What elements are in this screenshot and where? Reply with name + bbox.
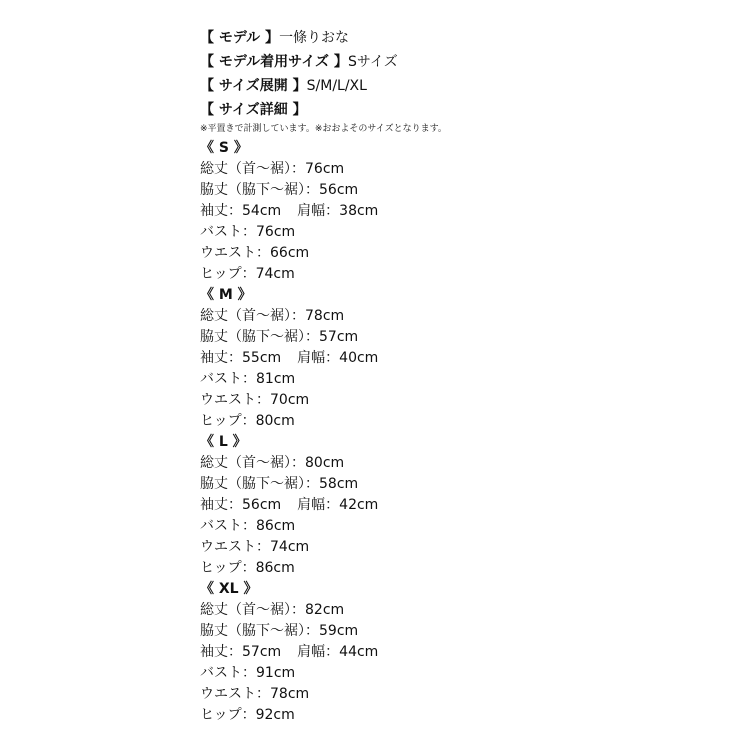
model-row: [200, 26, 720, 50]
hip: ヒップ：80cm: [200, 413, 295, 429]
size-spec-sheet: [200, 26, 720, 726]
sleeve-length: 袖丈：57cm: [200, 644, 282, 660]
hip: ヒップ：74cm: [200, 266, 295, 282]
side-length: 脇丈（脇下〜裾）：56cm: [200, 182, 359, 198]
worn-size-key: 【 モデル着用サイズ 】: [200, 54, 348, 70]
shoulder-width: 肩幅：42cm: [297, 497, 379, 513]
bust: バスト：76cm: [200, 224, 296, 240]
size-detail-key: 【 サイズ詳細 】: [200, 102, 307, 118]
sleeve-length: 袖丈：56cm: [200, 497, 282, 513]
shoulder-width: 肩幅：44cm: [297, 644, 379, 660]
waist: ウエスト：66cm: [200, 245, 310, 261]
model-key: 【 モデル 】: [200, 30, 280, 46]
size-heading: 《 XL 》: [200, 581, 258, 597]
side-length: 脇丈（脇下〜裾）：59cm: [200, 623, 359, 639]
total-length: 総丈（首〜裾）：78cm: [200, 308, 345, 324]
total-length: 総丈（首〜裾）：82cm: [200, 602, 345, 618]
worn-size-value: Sサイズ: [347, 54, 398, 70]
shoulder-width: 肩幅：38cm: [297, 203, 379, 219]
waist: ウエスト：70cm: [200, 392, 310, 408]
sleeve-shoulder-row: [200, 201, 720, 222]
size-block-s: [200, 138, 720, 285]
hip: ヒップ：86cm: [200, 560, 295, 576]
size-heading: 《 S 》: [200, 140, 248, 156]
hip: ヒップ：92cm: [200, 707, 295, 723]
sleeve-shoulder-row: [200, 642, 720, 663]
side-length: 脇丈（脇下〜裾）：57cm: [200, 329, 359, 345]
measurement-note: ※平置きで計測しています。※おおよそのサイズとなります。: [200, 124, 447, 134]
sleeve-shoulder-row: [200, 348, 720, 369]
bust: バスト：91cm: [200, 665, 296, 681]
waist: ウエスト：74cm: [200, 539, 310, 555]
size-range-row: [200, 74, 720, 98]
total-length: 総丈（首〜裾）：76cm: [200, 161, 345, 177]
sleeve-length: 袖丈：55cm: [200, 350, 282, 366]
size-heading: 《 L 》: [200, 434, 247, 450]
size-heading: 《 M 》: [200, 287, 252, 303]
size-block-xl: [200, 579, 720, 726]
size-detail-row: [200, 98, 720, 122]
side-length: 脇丈（脇下〜裾）：58cm: [200, 476, 359, 492]
waist: ウエスト：78cm: [200, 686, 310, 702]
total-length: 総丈（首〜裾）：80cm: [200, 455, 345, 471]
size-block-l: [200, 432, 720, 579]
shoulder-width: 肩幅：40cm: [297, 350, 379, 366]
bust: バスト：86cm: [200, 518, 296, 534]
sleeve-length: 袖丈：54cm: [200, 203, 282, 219]
size-range-key: 【 サイズ展開 】: [200, 78, 307, 94]
size-block-m: [200, 285, 720, 432]
sleeve-shoulder-row: [200, 495, 720, 516]
bust: バスト：81cm: [200, 371, 296, 387]
worn-size-row: [200, 50, 720, 74]
size-range-value: S/M/L/XL: [306, 78, 367, 94]
model-value: 一條りおな: [279, 30, 350, 46]
